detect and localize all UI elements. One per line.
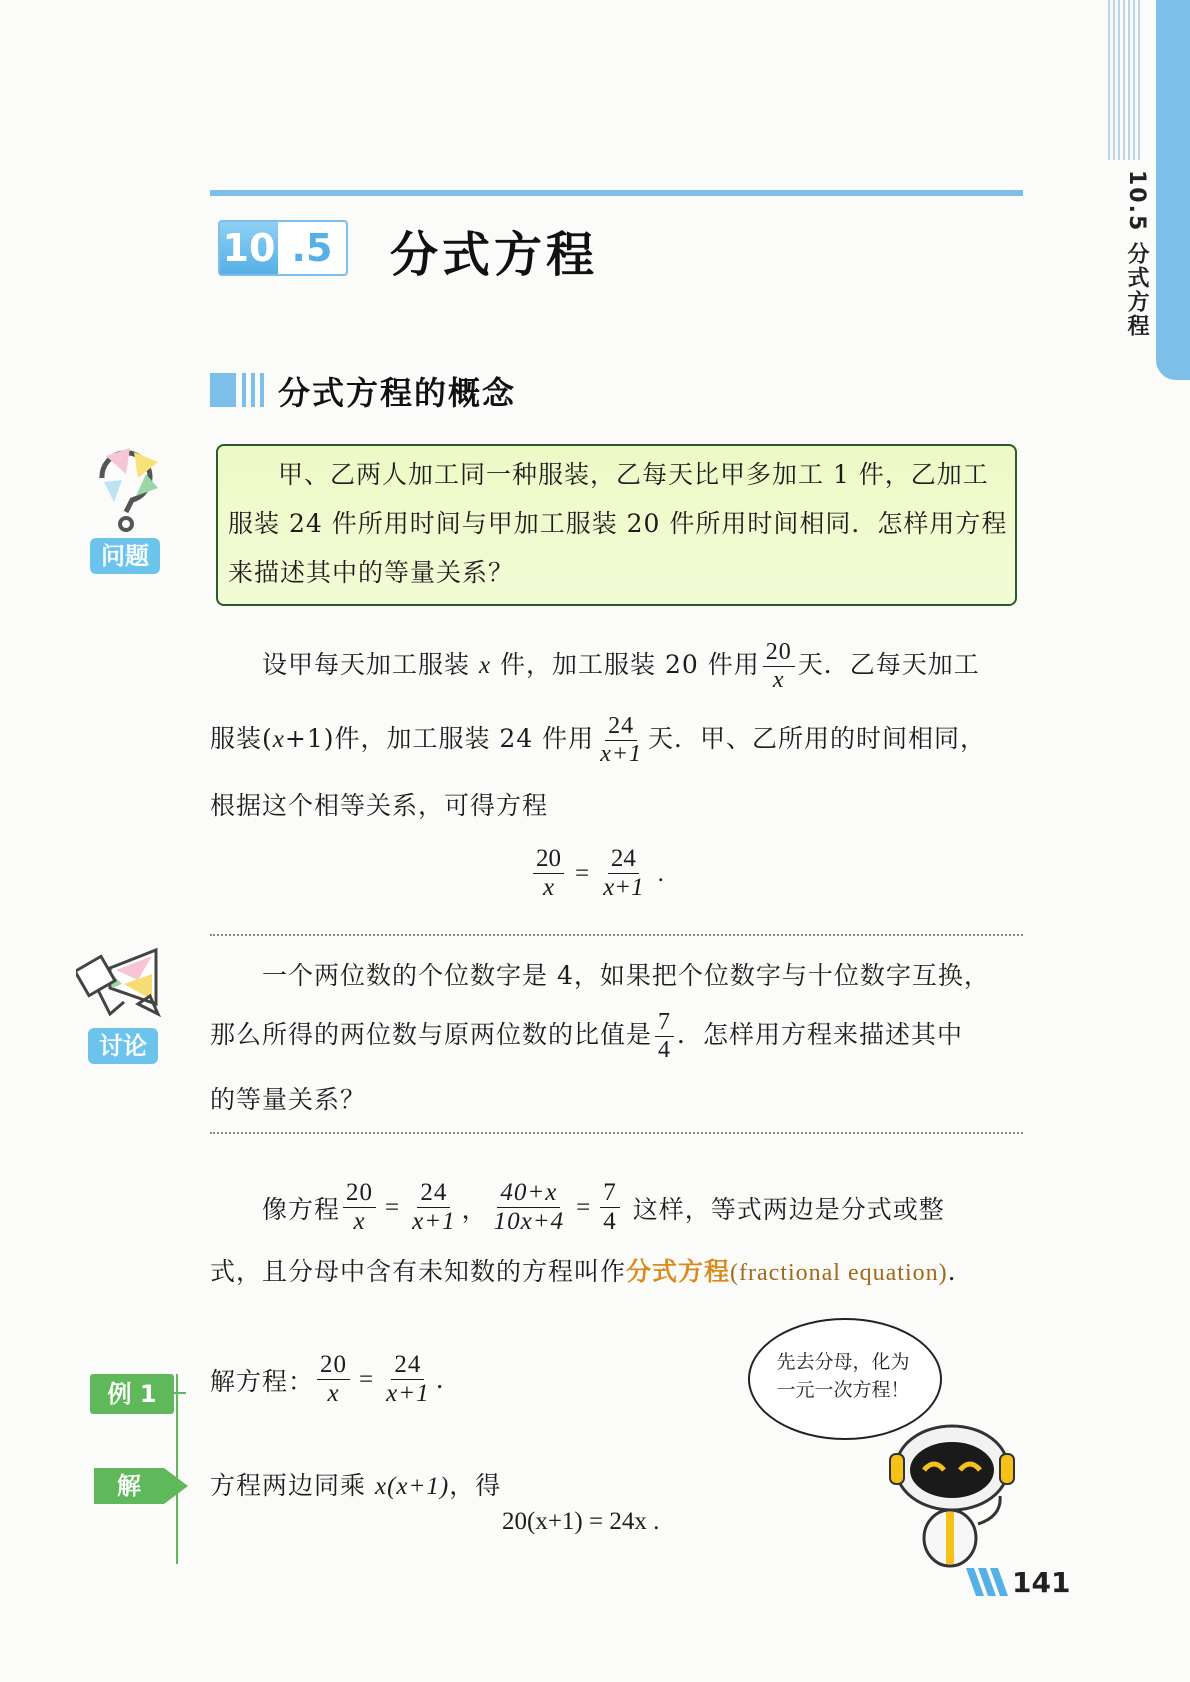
- section-number-main: 10: [220, 222, 278, 274]
- header-rule: [210, 190, 1023, 196]
- term-english: (fractional equation): [730, 1260, 948, 1286]
- eq1-left-fraction: $\frac{20}{x}$: [533, 846, 564, 902]
- discussion-text-b: 那么所得的两位数与原两位数的比值是: [210, 1020, 653, 1050]
- para1-text-d: 服装(: [210, 724, 273, 754]
- step1-text-b: ，得: [449, 1471, 502, 1500]
- bubble-line-1: 先去分母，化为: [776, 1351, 910, 1373]
- def-equals-1: =: [385, 1193, 401, 1221]
- def-fraction-20-over-x: $\frac{20}{x}$: [343, 1180, 376, 1236]
- subheading-title: 分式方程的概念: [278, 374, 517, 412]
- paragraph-1-line-2: 服装(x+1)件，加工服装 24 件用 $\frac{24}{x+1}$ 天．甲、乙所用的时间相同，: [210, 713, 987, 768]
- side-tab-label: 10.5 分式方程: [1124, 170, 1149, 338]
- discussion-line-2: [210, 1010, 1030, 1063]
- solution-arrow: [164, 1468, 188, 1504]
- speech-bubble-text: [768, 1348, 918, 1404]
- problem-text: [228, 450, 1008, 597]
- discussion-text-c: ．怎样用方程来描述其中: [677, 1020, 964, 1050]
- solution-step-1: [210, 1462, 501, 1511]
- para1-text-c: 天．乙每天加工: [797, 650, 980, 680]
- page-number: 141: [1012, 1566, 1071, 1599]
- fraction-20-over-x: $\frac{20}{x}$: [763, 640, 795, 693]
- solution-badge: 解: [94, 1468, 164, 1504]
- paragraph-1-line-3: 根据这个相等关系，可得方程: [210, 791, 549, 820]
- fraction-24-over-x-plus-1: $\frac{24}{x+1}$: [600, 713, 643, 768]
- discussion-badge: 讨论: [88, 1028, 158, 1064]
- problem-text-content: 甲、乙两人加工同一种服装，乙每天比甲多加工 1 件，乙加工服装 24 件所用时间与甲加工服装 20 件所用时间相同．怎样用方程来描述其中的等量关系？: [228, 460, 1008, 587]
- definition-text-c: 式，且分母中含有未知数的方程叫作: [210, 1257, 627, 1286]
- para1-text-g: 天．甲、乙所用的时间相同，: [648, 724, 987, 754]
- ex-equals: =: [359, 1365, 375, 1393]
- eq1-period: .: [657, 859, 664, 887]
- subheading-stripe: [260, 373, 264, 407]
- ex-right-fraction: $\frac{24}{x+1}$: [386, 1351, 430, 1408]
- page-number-stripes-icon: [966, 1568, 1010, 1596]
- ex-period: .: [435, 1365, 445, 1395]
- def-comma: ，: [461, 1194, 488, 1224]
- fraction-7-over-4: $\frac{7}{4}$: [655, 1010, 674, 1063]
- step1-text-a: 方程两边同乘: [210, 1471, 367, 1500]
- para1-text-a: 设甲每天加工服装: [262, 650, 471, 680]
- example-prompt: 解方程：: [210, 1366, 315, 1396]
- example-bracket-tick: [174, 1392, 186, 1394]
- definition-text-b: 这样，等式两边是分式或整: [632, 1194, 945, 1224]
- var-x: x: [478, 652, 492, 680]
- problem-badge: 问题: [90, 538, 160, 574]
- section-title: 分式方程: [390, 227, 599, 283]
- definition-period: .: [947, 1257, 957, 1286]
- def-fraction-40-plus-x: $\frac{40+x}{10x+4}$: [493, 1179, 565, 1236]
- definition-line-1: [210, 1180, 1040, 1236]
- example-badge: 例 1: [90, 1374, 174, 1414]
- bubble-line-2: 一元一次方程！: [776, 1379, 910, 1401]
- def-fraction-7-over-4: $\frac{7}{4}$: [600, 1180, 620, 1236]
- subheading-stripe: [251, 373, 255, 407]
- section-number-sub: .5: [291, 226, 333, 270]
- megaphone-icon: [76, 944, 168, 1020]
- para1-text-e: +1)件，加工服装 24 件用: [284, 724, 595, 754]
- divider-top: [210, 934, 1023, 936]
- discussion-line-1: [210, 952, 1030, 1000]
- divider-bottom: [210, 1132, 1023, 1134]
- solution-step-2: 20(x+1) = 24x .: [502, 1508, 660, 1535]
- def-equals-2: =: [576, 1193, 592, 1221]
- subheading-marker: [210, 373, 236, 407]
- equation-1: [530, 846, 664, 902]
- edge-stripes: [1108, 0, 1142, 160]
- example-problem: [210, 1352, 445, 1408]
- definition-text-a: 像方程: [262, 1194, 341, 1224]
- def-fraction-24-over-x-plus-1: $\frac{24}{x+1}$: [412, 1179, 456, 1236]
- step1-multiplier: x(x+1): [374, 1473, 450, 1500]
- ex-left-fraction: $\frac{20}{x}$: [317, 1352, 350, 1408]
- definition-line-2: [210, 1248, 1040, 1297]
- eq1-equals: =: [575, 859, 590, 887]
- subheading-stripe: [242, 373, 246, 407]
- discussion-text-a: 一个两位数的个位数字是 4，如果把个位数字与十位数字互换，: [262, 961, 990, 990]
- chapter-tab: [1156, 0, 1190, 380]
- term-fractional-equation: 分式方程: [626, 1257, 731, 1286]
- robot-mascot-icon: [886, 1420, 1020, 1570]
- discussion-line-3: 的等量关系？: [210, 1085, 367, 1114]
- para1-text-b: 件，加工服装 20 件用: [500, 650, 760, 680]
- paragraph-1: [210, 640, 1030, 693]
- eq1-right-fraction: $\frac{24}{x+1}$: [603, 845, 644, 902]
- question-mark-icon: [86, 444, 166, 534]
